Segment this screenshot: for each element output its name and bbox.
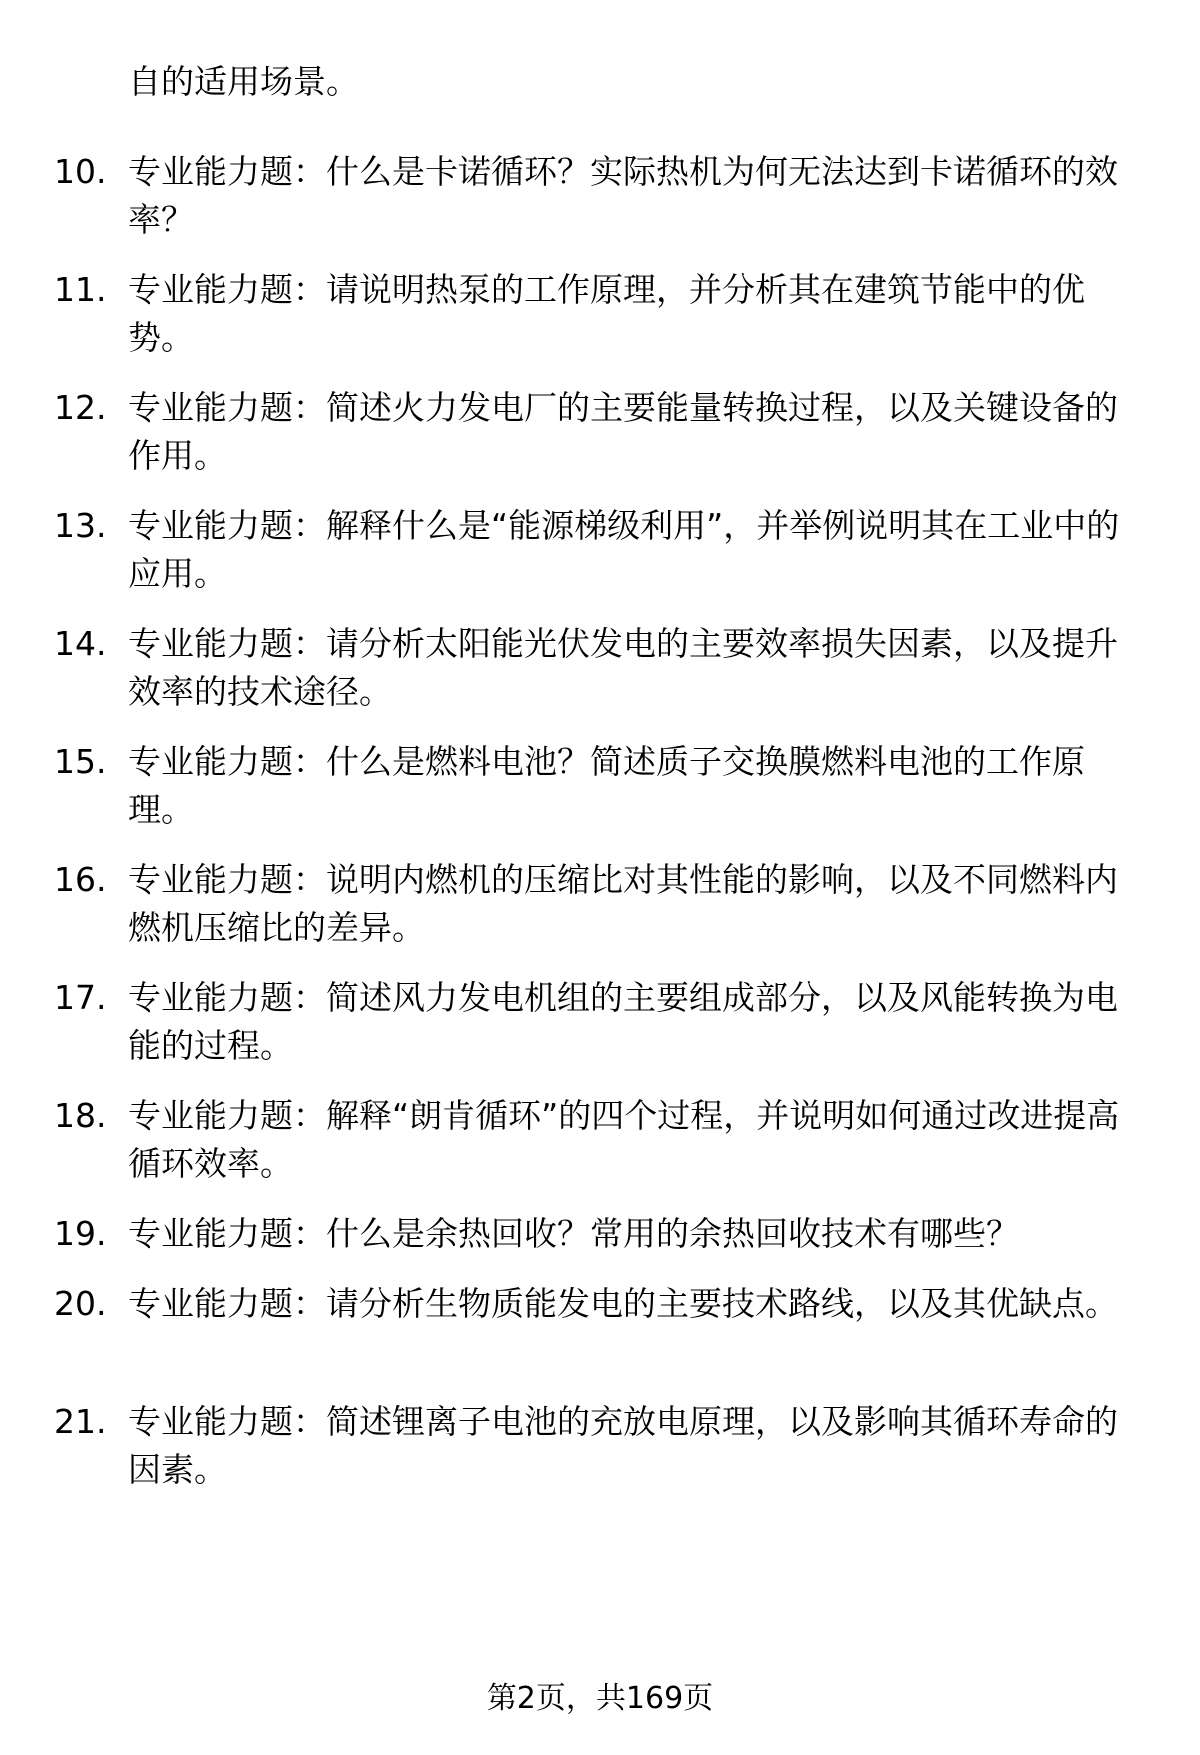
question-text: 专业能力题：简述风力发电机组的主要组成部分，以及风能转换为电能的过程。 (128, 978, 1118, 1065)
question-text: 专业能力题：简述火力发电厂的主要能量转换过程，以及关键设备的作用。 (128, 388, 1118, 475)
question-number: 19. (54, 1214, 107, 1253)
question-text: 专业能力题：解释什么是“能源梯级利用”，并举例说明其在工业中的应用。 (128, 506, 1120, 593)
question-number: 21. (54, 1402, 107, 1441)
question-number: 14. (54, 624, 107, 663)
continuation-text: 自的适用场景。 (128, 62, 359, 101)
question-text: 专业能力题：什么是卡诺循环？实际热机为何无法达到卡诺循环的效率？ (128, 152, 1118, 239)
page-footer: 第2页，共169页 (486, 1681, 714, 1716)
question-number: 15. (54, 742, 107, 781)
question-text: 专业能力题：什么是燃料电池？简述质子交换膜燃料电池的工作原理。 (128, 742, 1085, 829)
question-text: 专业能力题：简述锂离子电池的充放电原理，以及影响其循环寿命的因素。 (128, 1402, 1118, 1489)
question-number: 16. (54, 860, 107, 899)
question-number: 17. (54, 978, 107, 1017)
question-number: 11. (54, 270, 107, 309)
question-number: 10. (54, 152, 107, 191)
question-number: 13. (54, 506, 107, 545)
question-text: 专业能力题：解释“朗肯循环”的四个过程，并说明如何通过改进提高循环效率。 (128, 1096, 1120, 1183)
question-text: 专业能力题：请分析太阳能光伏发电的主要效率损失因素，以及提升效率的技术途径。 (128, 624, 1118, 711)
question-number: 20. (54, 1284, 107, 1323)
question-text: 专业能力题：什么是余热回收？常用的余热回收技术有哪些？ (128, 1214, 1019, 1253)
question-text: 专业能力题：请分析生物质能发电的主要技术路线，以及其优缺点。 (128, 1284, 1118, 1323)
question-text: 专业能力题：请说明热泵的工作原理，并分析其在建筑节能中的优势。 (128, 270, 1085, 357)
question-text: 专业能力题：说明内燃机的压缩比对其性能的影响，以及不同燃料内燃机压缩比的差异。 (128, 860, 1118, 947)
question-number: 18. (54, 1096, 107, 1135)
question-number: 12. (54, 388, 107, 427)
